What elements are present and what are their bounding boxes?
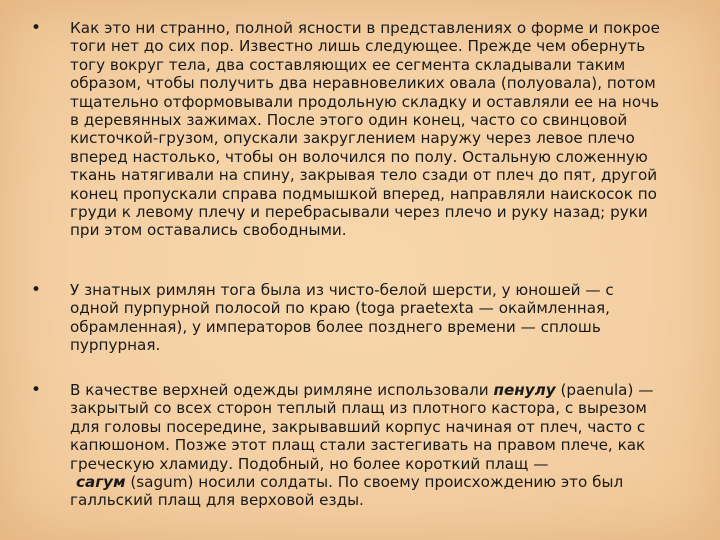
bullet-marker: • — [31, 18, 42, 38]
text-run: (paenula) — — [555, 381, 654, 399]
text-line: ткань натягивали на спину, закрывая тело сзади от плеч до пят, другой — [70, 166, 658, 185]
term-penula: пенулу — [493, 381, 556, 399]
bullet-marker: • — [31, 380, 42, 400]
text-line: одной пурпурной полосой по краю (toga praetexta — окаймленная, — [70, 299, 610, 318]
text-line: при этом оставались свободными. — [70, 221, 347, 240]
text-line — [70, 381, 705, 399]
text-line: тщательно отформовывали продольную складку и оставляли ее на ночь — [70, 92, 660, 111]
text-line: образом, чтобы получить два неравновеликих овала (полуовала), потом — [70, 74, 656, 93]
text-line: капюшоном. Позже этот плащ стали застегивать на правом плече, как — [70, 436, 646, 455]
text-line: тоги нет до сих пор. Известно лишь следующее. Прежде чем обернуть — [70, 37, 646, 56]
text-line: греческую хламиду. Подобный, но более короткий плащ — — [70, 454, 549, 473]
bullet-marker: • — [31, 280, 42, 300]
text-line: обрамленная), у императоров более позднего времени — сплошь — [70, 317, 601, 336]
text-line: галльский плащ для верховой езды. — [70, 491, 364, 510]
paragraph-toga-color — [70, 281, 705, 355]
text-line — [70, 473, 705, 491]
text-line: для головы посередине, закрывавший корпус начиная от плеч, часто с — [70, 417, 646, 436]
text-line: У знатных римлян тога была из чисто-белой шерсти, у юношей — с — [70, 281, 614, 299]
text-line: пурпурная. — [70, 336, 161, 355]
text-line: Как это ни странно, полной ясности в представлениях о форме и покрое — [70, 19, 660, 37]
term-sagum: сагум — [76, 473, 126, 492]
paragraph-outerwear — [70, 381, 705, 510]
text-line: в деревянных зажимах. После этого один конец, часто со свинцовой — [70, 111, 628, 130]
text-line: тогу вокруг тела, два составляющих ее сегмента складывали таким — [70, 55, 626, 74]
text-line: кисточкой-грузом, опускали закруглением наружу через левое плечо — [70, 129, 635, 148]
text-line: закрытый со всех сторон теплый плащ из плотного кастора, с вырезом — [70, 399, 647, 418]
text-run: (sagum) носили солдаты. По своему происхождению это был — [125, 473, 624, 492]
text-run: В качестве верхней одежды римляне использовали — [70, 381, 494, 399]
paragraph-toga-shape — [70, 19, 705, 240]
text-line: конец пропускали справа подмышкой вперед, направляли наискосок по — [70, 184, 657, 203]
text-line: вперед настолько, чтобы он волочился по полу. Остальную сложенную — [70, 147, 648, 166]
text-line: груди к левому плечу и перебрасывали через плечо и руку назад; руки — [70, 203, 648, 222]
